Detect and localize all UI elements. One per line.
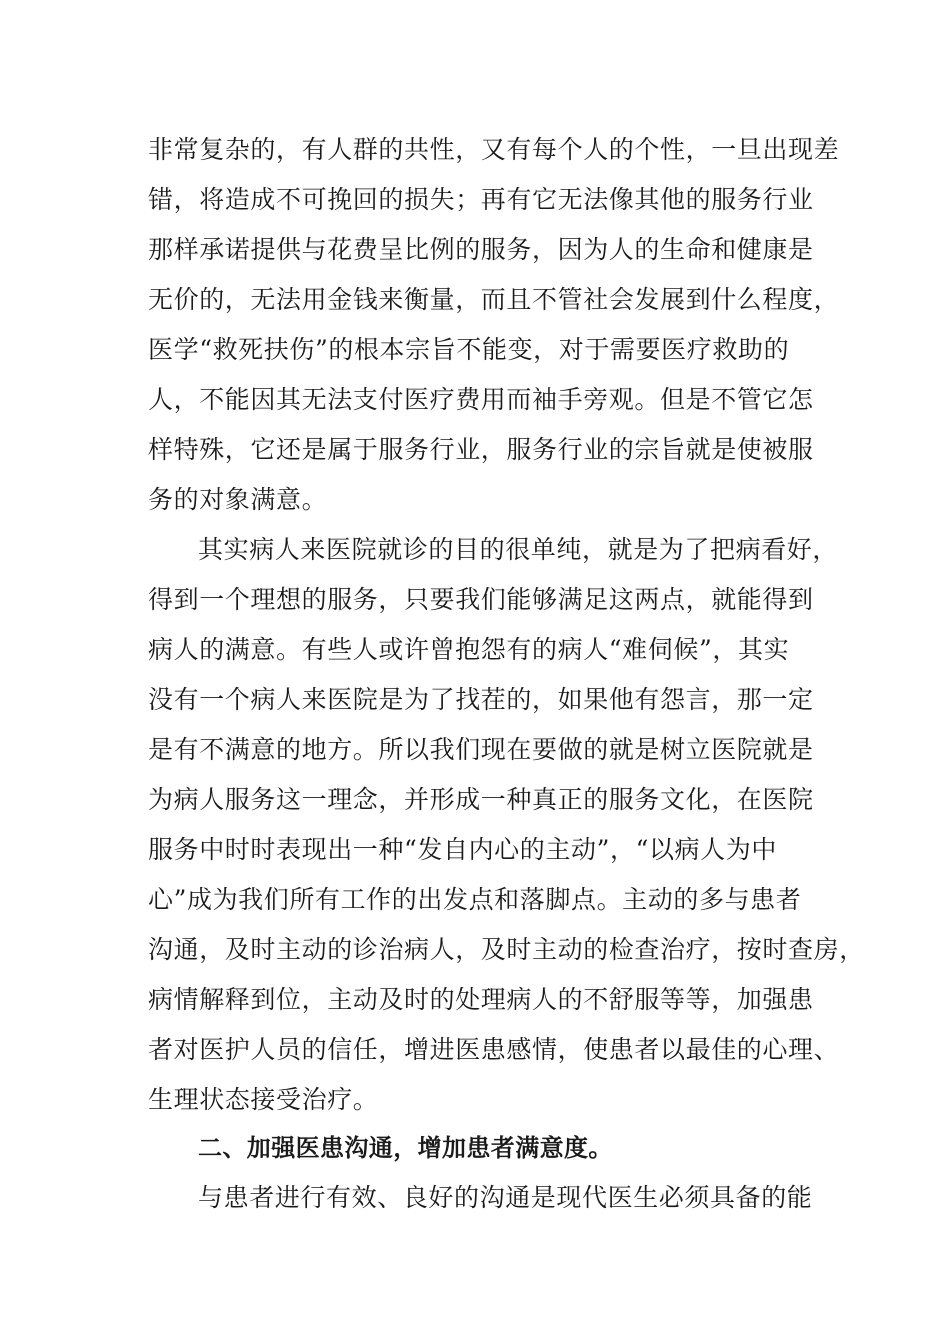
- text-line: 心”成为我们所有工作的出发点和落脚点。主动的多与患者: [148, 885, 802, 914]
- text-line: 务的对象满意。: [148, 485, 328, 514]
- paragraph-first-line: 与患者进行有效、良好的沟通是现代医生必须具备的能: [198, 1183, 813, 1212]
- text-line: 无价的，无法用金钱来衡量，而且不管社会发展到什么程度，: [148, 285, 840, 314]
- text-line: 病情解释到位，主动及时的处理病人的不舒服等等，加强患: [148, 985, 814, 1014]
- paragraph-first-line: 其实病人来医院就诊的目的很单纯，就是为了把病看好，: [198, 535, 839, 564]
- text-line: 那样承诺提供与花费呈比例的服务，因为人的生命和健康是: [148, 235, 814, 264]
- text-line: 没有一个病人来医院是为了找茬的，如果他有怨言，那一定: [148, 685, 814, 714]
- text-line: 非常复杂的，有人群的共性，又有每个人的个性，一旦出现差: [148, 135, 840, 164]
- section-heading: 二、加强医患沟通，增加患者满意度。: [198, 1134, 613, 1162]
- text-line: 生理状态接受治疗。: [148, 1085, 379, 1114]
- text-line: 为病人服务这一理念，并形成一种真正的服务文化，在医院: [148, 785, 814, 814]
- text-line: 样特殊，它还是属于服务行业，服务行业的宗旨就是使被服: [148, 435, 814, 464]
- text-line: 病人的满意。有些人或许曾抱怨有的病人“难伺候”，其实: [148, 635, 790, 664]
- text-line: 服务中时时表现出一种“发自内心的主动”，“以病人为中: [148, 835, 777, 864]
- text-line: 沟通，及时主动的诊治病人，及时主动的检查治疗，按时查房，: [148, 935, 865, 964]
- text-line: 错，将造成不可挽回的损失；再有它无法像其他的服务行业: [148, 185, 814, 214]
- text-line: 者对医护人员的信任，增进医患感情，使患者以最佳的心理、: [148, 1035, 840, 1064]
- text-line: 是有不满意的地方。所以我们现在要做的就是树立医院就是: [148, 735, 814, 764]
- text-line: 医学“救死扶伤”的根本宗旨不能变，对于需要医疗救助的: [148, 335, 790, 364]
- text-line: 人，不能因其无法支付医疗费用而袖手旁观。但是不管它怎: [148, 385, 814, 414]
- text-line: 得到一个理想的服务，只要我们能够满足这两点，就能得到: [148, 585, 814, 614]
